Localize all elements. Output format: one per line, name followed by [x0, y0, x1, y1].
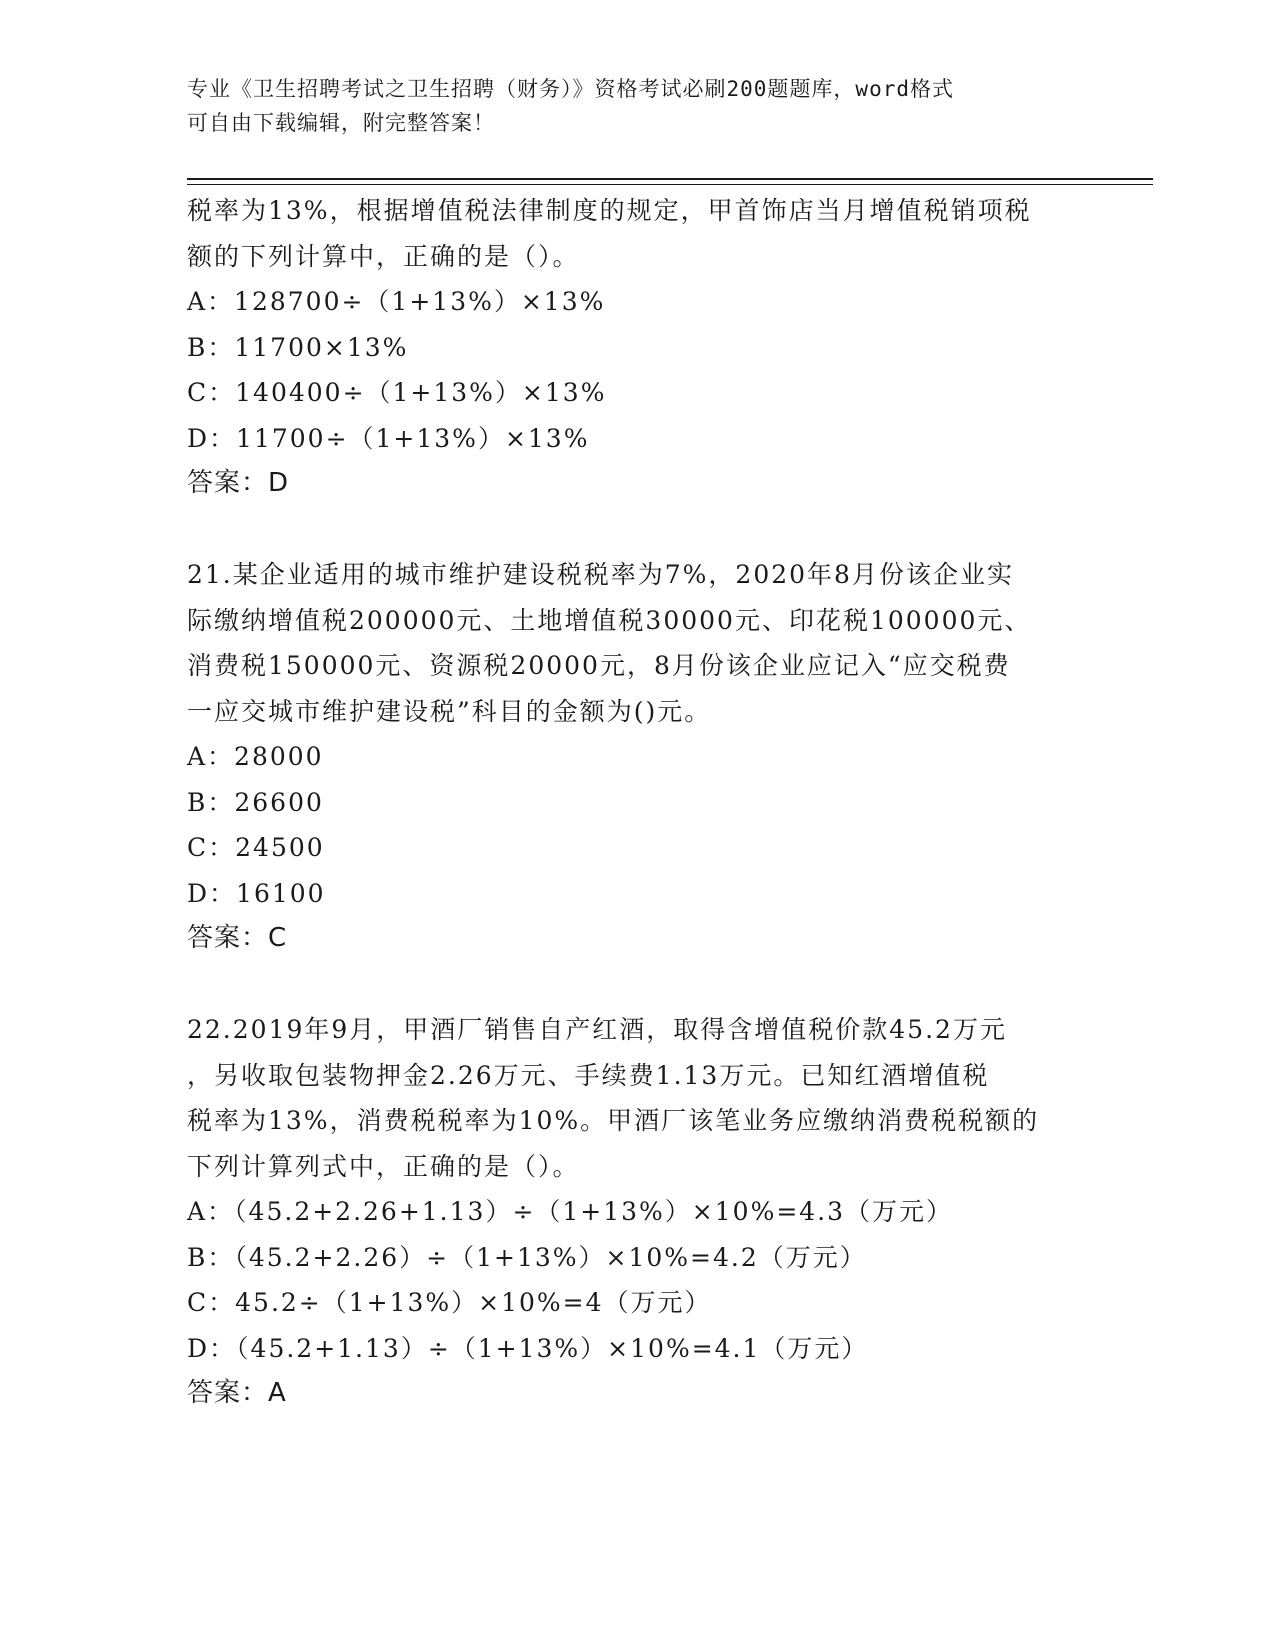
option-d: D：16100	[187, 878, 326, 908]
option-c: C：24500	[187, 833, 325, 862]
question-21	[187, 552, 1087, 962]
question-stem-line: 一应交城市维护建设税”科目的金额为()元。	[187, 696, 712, 726]
question-stem-line: 22.2019年9月，甲酒厂销售自产红酒，取得含增值税价款45.2万元	[187, 1015, 1007, 1044]
question-stem-line: 额的下列计算中，正确的是（）。	[187, 241, 580, 271]
document-body	[187, 188, 1087, 1417]
header-divider-thin	[187, 184, 1153, 185]
question-stem-line: 消费税150000元、资源税20000元，8月份该企业应记入“应交税费	[187, 651, 1011, 680]
option-d: D：11700÷（1+13%）×13%	[187, 423, 590, 453]
question-stem-line: 税率为13%，消费税税率为10%。甲酒厂该笔业务应缴纳消费税税额的	[187, 1106, 1040, 1135]
option-a: A：28000	[187, 742, 324, 771]
option-a: A：128700÷（1+13%）×13%	[187, 287, 606, 316]
question-stem-line: 21.某企业适用的城市维护建设税税率为7%，2020年8月份该企业实	[187, 560, 1014, 589]
option-b: B：11700×13%	[187, 332, 409, 362]
answer-line: 答案：D	[187, 468, 290, 498]
header-divider-thick	[187, 178, 1153, 180]
header-title-line-1: 专业《卫生招聘考试之卫生招聘（财务）》资格考试必刷200题题库，word格式	[187, 77, 954, 101]
option-c: C：45.2÷（1+13%）×10%=4（万元）	[187, 1288, 712, 1317]
question-20-continued	[187, 188, 1087, 507]
question-stem-line: 税率为13%，根据增值税法律制度的规定，甲首饰店当月增值税销项税	[187, 196, 1032, 225]
question-stem-line: 际缴纳增值税200000元、土地增值税30000元、印花税100000元、	[187, 605, 1032, 635]
answer-line: 答案：A	[187, 1378, 287, 1408]
document-header	[187, 72, 1067, 140]
header-title-line-2: 可自由下载编辑，附完整答案！	[187, 111, 495, 135]
spacer	[187, 962, 1087, 1008]
question-stem-line: ，另收取包装物押金2.26万元、手续费1.13万元。已知红酒增值税	[187, 1060, 990, 1090]
option-d: D：（45.2+1.13）÷（1+13%）×10%=4.1（万元）	[187, 1333, 869, 1363]
option-b: B：（45.2+2.26）÷（1+13%）×10%=4.2（万元）	[187, 1242, 867, 1272]
question-stem-line: 下列计算列式中，正确的是（）。	[187, 1151, 580, 1181]
option-c: C：140400÷（1+13%）×13%	[187, 378, 607, 407]
question-22	[187, 1007, 1087, 1417]
option-b: B：26600	[187, 787, 324, 817]
answer-line: 答案：C	[187, 923, 288, 953]
option-a: A：（45.2+2.26+1.13）÷（1+13%）×10%=4.3（万元）	[187, 1197, 954, 1226]
spacer	[187, 507, 1087, 553]
